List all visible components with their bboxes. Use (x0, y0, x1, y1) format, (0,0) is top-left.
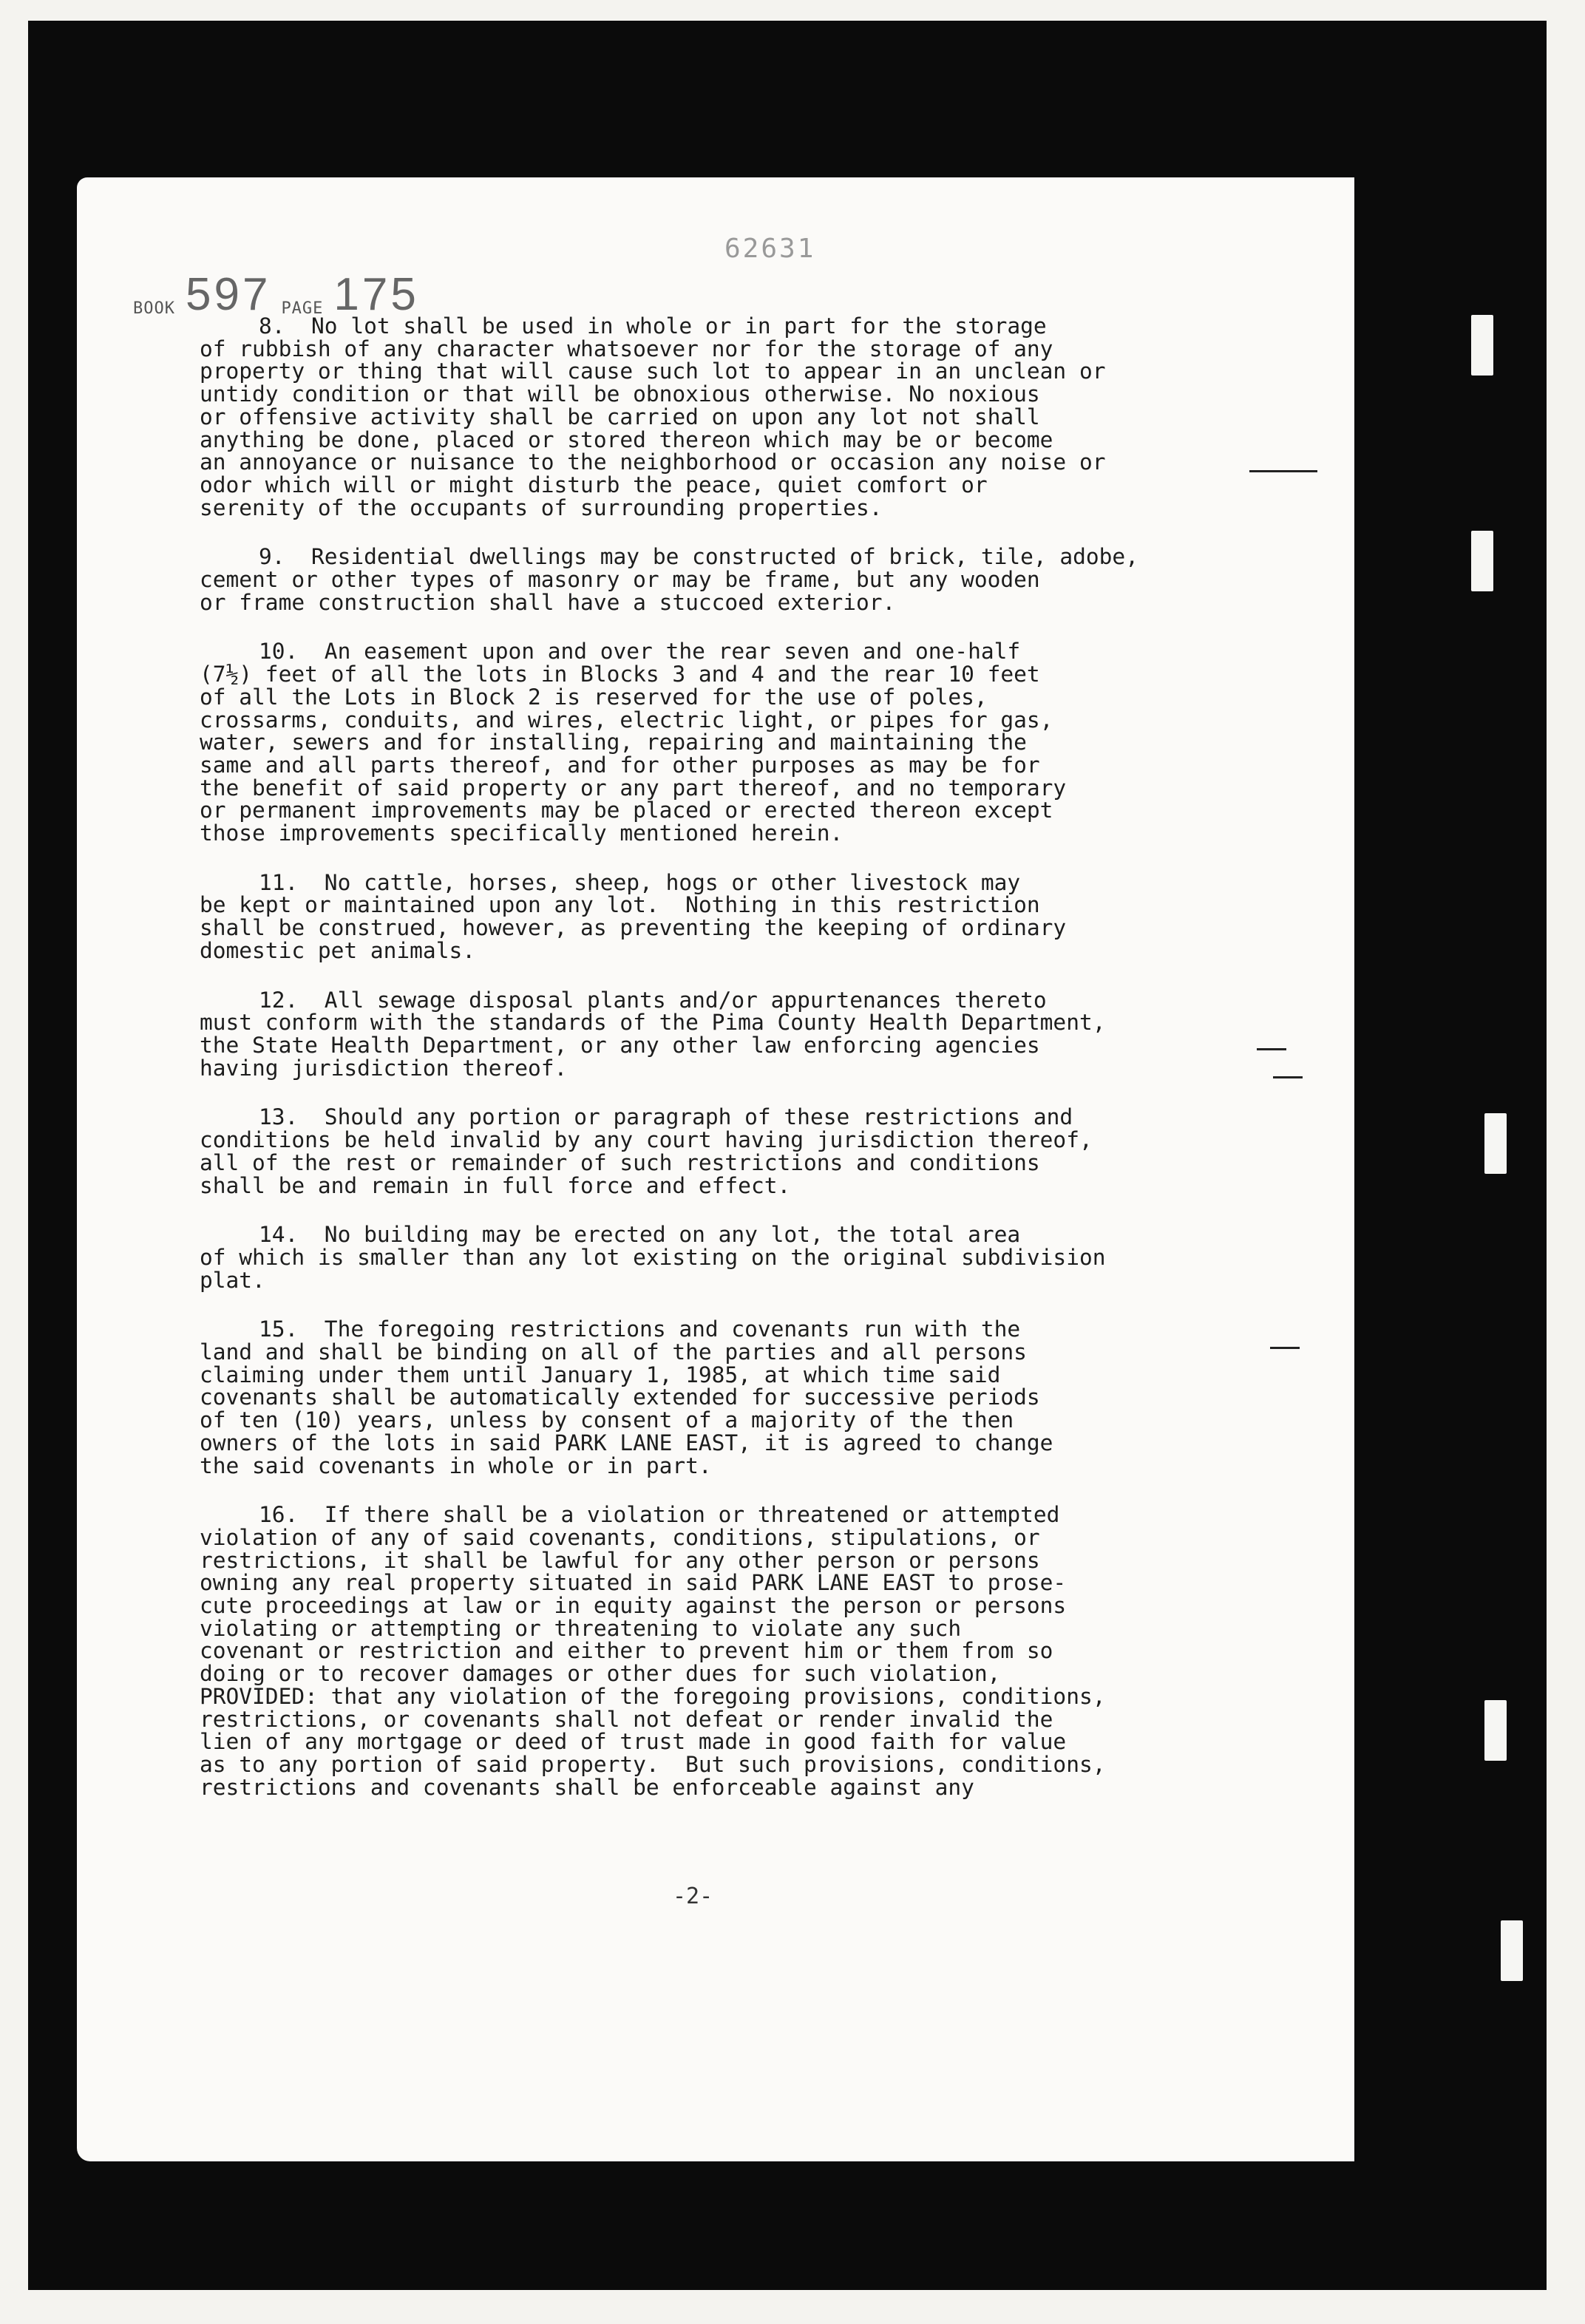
paragraph-line: 16. If there shall be a violation or threatened or attempted (259, 1502, 1060, 1528)
paragraph-gap (200, 1079, 1249, 1106)
paragraph-gap (200, 1197, 1249, 1223)
paragraph-line: of which is smaller than any lot existing on the original subdivision (200, 1244, 1106, 1270)
paragraph-line: having jurisdiction thereof. (200, 1055, 568, 1081)
paragraph-line: 15. The foregoing restrictions and covenants run with the (259, 1316, 1021, 1342)
restriction-paragraph-13 (200, 1106, 1249, 1197)
paragraph-line: 12. All sewage disposal plants and/or appurtenances thereto (259, 987, 1047, 1013)
paragraph-line: cement or other types of masonry or may be frame, but any wooden (200, 567, 1040, 593)
stray-mark (1273, 1076, 1303, 1078)
paragraph-line: anything be done, placed or stored thereon which may be or become (200, 427, 1053, 452)
paragraph-gap (200, 962, 1249, 989)
paragraph-line: violation of any of said covenants, conditions, stipulations, or (200, 1524, 1040, 1550)
paragraph-line: serenity of the occupants of surrounding properties. (200, 495, 883, 520)
paragraph-line: all of the rest or remainder of such restrictions and conditions (200, 1149, 1040, 1175)
paragraph-gap (200, 1477, 1249, 1504)
paragraph-line: crossarms, conduits, and wires, electric light, or pipes for gas, (200, 707, 1053, 733)
paragraph-line: 14. No building may be erected on any lot, the total area (259, 1222, 1021, 1248)
paragraph-gap (200, 1291, 1249, 1318)
page-footer: -2- (673, 1883, 713, 1909)
paragraph-line: owning any real property situated in said PARK LANE EAST to prose- (200, 1570, 1067, 1596)
paragraph-line: be kept or maintained upon any lot. Nothing in this restriction (200, 892, 1040, 918)
paragraph-line: property or thing that will cause such lot to appear in an unclean or (200, 359, 1106, 384)
paragraph-line: those improvements specifically mentioned herein. (200, 820, 844, 846)
restriction-paragraph-11 (200, 869, 1249, 963)
sprocket-hole (1484, 1700, 1507, 1761)
paragraph-line: violating or attempting or threatening to violate any such (200, 1615, 962, 1641)
restriction-paragraph-9 (200, 546, 1249, 614)
paragraph-line: lien of any mortgage or deed of trust made in good faith for value (200, 1729, 1067, 1755)
paragraph-line: owners of the lots in said PARK LANE EAST, it is agreed to change (200, 1430, 1053, 1455)
paragraph-line: covenant or restriction and either to prevent him or them from so (200, 1638, 1053, 1664)
paragraph-line: or frame construction shall have a stuccoed exterior. (200, 589, 896, 615)
paragraph-line: as to any portion of said property. But such provisions, conditions, (200, 1751, 1106, 1777)
paragraph-line: shall be and remain in full force and effect. (200, 1172, 791, 1198)
paragraph-gap (200, 519, 1249, 546)
paragraph-line: claiming under them until January 1, 1985, at which time said (200, 1362, 1001, 1387)
document-body (200, 315, 1249, 1798)
restriction-paragraph-10 (200, 640, 1249, 844)
paragraph-line: same and all parts thereof, and for other purposes as may be for (200, 752, 1040, 778)
paragraph-line: 10. An easement upon and over the rear seven and one-half (259, 639, 1021, 665)
paragraph-line: 13. Should any portion or paragraph of these restrictions and (259, 1104, 1073, 1130)
paragraph-line: untidy condition or that will be obnoxious otherwise. No noxious (200, 381, 1040, 407)
paragraph-line: of all the Lots in Block 2 is reserved for the use of poles, (200, 684, 988, 710)
paragraph-line: or offensive activity shall be carried on upon any lot not shall (200, 404, 1040, 429)
paragraph-line: of ten (10) years, unless by consent of a majority of the then (200, 1407, 1014, 1433)
sprocket-hole (1471, 531, 1493, 591)
paragraph-gap (200, 845, 1249, 872)
paragraph-gap (200, 614, 1249, 640)
paragraph-line: land and shall be binding on all of the parties and all persons (200, 1339, 1027, 1365)
paragraph-line: the said covenants in whole or in part. (200, 1452, 712, 1478)
paragraph-line: conditions be held invalid by any court having jurisdiction thereof, (200, 1127, 1093, 1153)
restriction-paragraph-12 (200, 989, 1249, 1080)
sprocket-hole (1471, 315, 1493, 376)
paragraph-line: PROVIDED: that any violation of the foregoing provisions, conditions, (200, 1683, 1106, 1709)
paragraph-line: doing or to recover damages or other dues for such violation, (200, 1661, 1001, 1687)
sprocket-hole (1501, 1920, 1523, 1981)
paragraph-line: cute proceedings at law or in equity against the person or persons (200, 1593, 1067, 1619)
paragraph-line: covenants shall be automatically extended for successive periods (200, 1384, 1040, 1410)
restriction-paragraph-8 (200, 315, 1249, 519)
paragraph-line: or permanent improvements may be placed or erected thereon except (200, 798, 1053, 823)
stray-mark (1249, 470, 1317, 472)
page-number: 175 (333, 269, 419, 320)
restriction-paragraph-14 (200, 1223, 1249, 1291)
restriction-paragraph-15 (200, 1318, 1249, 1477)
document-stamp: 62631 (724, 234, 816, 264)
book-number: 597 (185, 269, 271, 320)
paragraph-line: (7½) feet of all the lots in Blocks 3 and 4 and the rear 10 feet (200, 662, 1040, 687)
paragraph-line: must conform with the standards of the Pima County Health Department, (200, 1010, 1106, 1036)
paragraph-line: shall be construed, however, as preventing the keeping of ordinary (200, 915, 1067, 941)
paragraph-line: domestic pet animals. (200, 937, 475, 963)
paragraph-line: of rubbish of any character whatsoever nor for the storage of any (200, 336, 1053, 361)
paragraph-line: an annoyance or nuisance to the neighborhood or occasion any noise or (200, 449, 1106, 475)
paragraph-line: restrictions, it shall be lawful for any other person or persons (200, 1547, 1040, 1573)
paragraph-line: plat. (200, 1267, 265, 1293)
book-page-header (133, 266, 419, 318)
restriction-paragraph-16 (200, 1504, 1249, 1798)
stray-mark (1257, 1048, 1286, 1050)
paragraph-line: 8. No lot shall be used in whole or in part for the storage (259, 313, 1047, 339)
paragraph-line: odor which will or might disturb the peace, quiet comfort or (200, 472, 988, 497)
stray-mark (1270, 1347, 1300, 1349)
paragraph-line: the benefit of said property or any part thereof, and no temporary (200, 775, 1067, 801)
paragraph-line: 11. No cattle, horses, sheep, hogs or other livestock may (259, 869, 1021, 895)
sprocket-hole (1484, 1113, 1507, 1174)
paragraph-line: restrictions and covenants shall be enforceable against any (200, 1774, 974, 1800)
paragraph-line: restrictions, or covenants shall not defeat or render invalid the (200, 1706, 1053, 1732)
paragraph-line: 9. Residential dwellings may be constructed of brick, tile, adobe, (259, 544, 1138, 570)
paragraph-line: the State Health Department, or any other law enforcing agencies (200, 1032, 1040, 1058)
book-label: BOOK (133, 299, 175, 318)
paragraph-line: water, sewers and for installing, repairing and maintaining the (200, 730, 1027, 755)
page-label: PAGE (281, 299, 324, 318)
